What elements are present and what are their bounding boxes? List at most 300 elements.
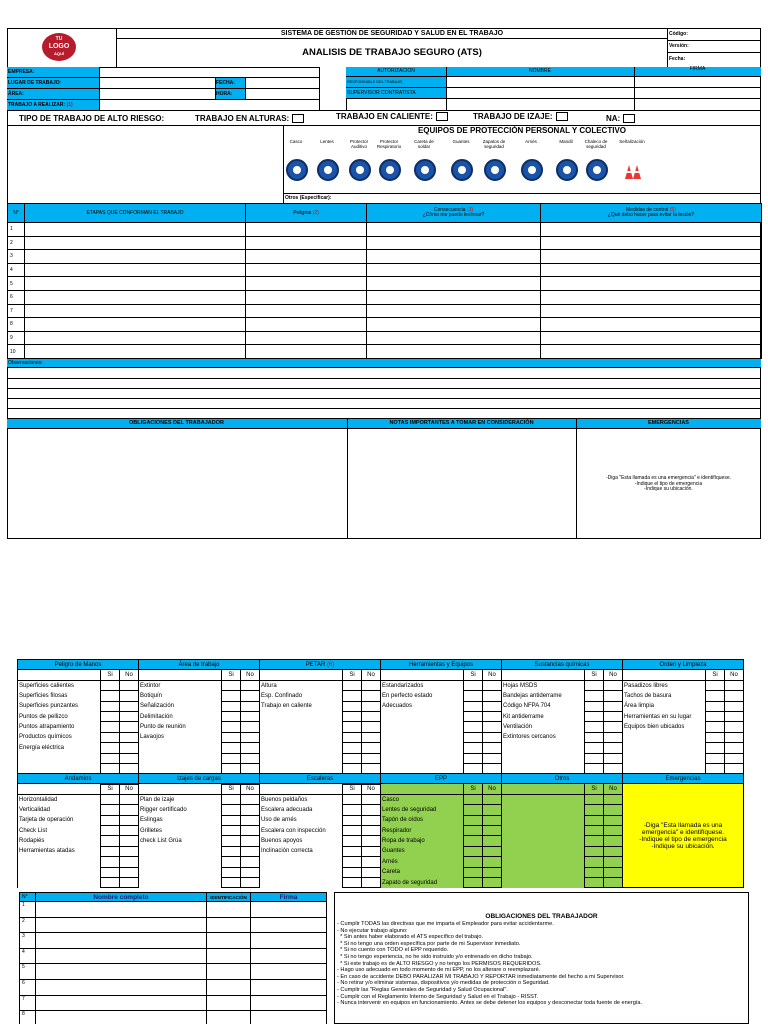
no-checkbox[interactable] xyxy=(362,805,381,815)
si-checkbox[interactable] xyxy=(222,711,241,721)
no-checkbox[interactable] xyxy=(362,857,381,867)
consecuencia-cell[interactable] xyxy=(367,331,541,345)
personal-row xyxy=(20,933,327,949)
no-checkbox[interactable] xyxy=(483,732,502,742)
si-checkbox[interactable] xyxy=(585,836,604,846)
no-checkbox[interactable] xyxy=(725,743,744,753)
identificacion-cell[interactable] xyxy=(207,979,251,995)
si-checkbox[interactable] xyxy=(101,680,120,690)
no-checkbox[interactable] xyxy=(120,857,139,867)
checklist-top-5 xyxy=(622,659,744,785)
na-checkbox[interactable] xyxy=(623,114,635,123)
etapa-cell[interactable] xyxy=(25,263,246,277)
nombre-cell[interactable] xyxy=(36,995,207,1011)
no-checkbox[interactable] xyxy=(604,743,623,753)
si-checkbox[interactable] xyxy=(222,680,241,690)
si-checkbox[interactable] xyxy=(222,846,241,856)
no-checkbox[interactable] xyxy=(241,732,260,742)
consecuencia-cell[interactable] xyxy=(367,318,541,332)
firma-cell[interactable] xyxy=(251,1011,327,1024)
si-checkbox[interactable] xyxy=(343,743,362,753)
medida-cell[interactable] xyxy=(541,318,762,332)
si-checkbox[interactable] xyxy=(585,805,604,815)
si-checkbox[interactable] xyxy=(343,825,362,835)
no-checkbox[interactable] xyxy=(483,680,502,690)
no-checkbox[interactable] xyxy=(604,836,623,846)
medida-cell[interactable] xyxy=(541,263,762,277)
si-checkbox[interactable] xyxy=(101,722,120,732)
no-checkbox[interactable] xyxy=(362,815,381,825)
si-checkbox[interactable] xyxy=(585,815,604,825)
observaciones-line[interactable] xyxy=(7,389,761,399)
si-checkbox[interactable] xyxy=(706,732,725,742)
info-line-1 xyxy=(7,77,319,78)
si-checkbox[interactable] xyxy=(585,711,604,721)
si-checkbox[interactable] xyxy=(585,825,604,835)
no-checkbox[interactable] xyxy=(241,857,260,867)
no-checkbox[interactable] xyxy=(241,846,260,856)
na-option[interactable]: NA: xyxy=(606,114,635,123)
obligacion-line: - Hago uso adecuado en todo momento de mi EPP, no los alterare o reemplazaré. xyxy=(337,967,541,974)
si-checkbox[interactable] xyxy=(101,711,120,721)
no-checkbox[interactable] xyxy=(483,867,502,877)
nombre-header: NOMBRE xyxy=(446,67,634,76)
si-checkbox[interactable] xyxy=(343,680,362,690)
si-checkbox[interactable] xyxy=(343,711,362,721)
no-checkbox[interactable] xyxy=(483,836,502,846)
firma-cell[interactable] xyxy=(251,995,327,1011)
si-checkbox[interactable] xyxy=(222,691,241,701)
no-checkbox[interactable] xyxy=(362,743,381,753)
no-checkbox[interactable] xyxy=(483,722,502,732)
si-checkbox[interactable] xyxy=(585,867,604,877)
si-checkbox[interactable] xyxy=(222,794,241,804)
checklist-bottom-0 xyxy=(17,773,139,888)
etapa-row-number: 4 xyxy=(8,263,25,277)
consecuencia-cell[interactable] xyxy=(367,290,541,304)
no-checkbox[interactable] xyxy=(483,753,502,763)
no-checkbox[interactable] xyxy=(241,753,260,763)
si-checkbox[interactable] xyxy=(706,711,725,721)
no-checkbox[interactable] xyxy=(483,691,502,701)
medida-cell[interactable] xyxy=(541,250,762,264)
no-checkbox[interactable] xyxy=(362,877,381,887)
no-checkbox[interactable] xyxy=(483,857,502,867)
checklist-item: Equipos bien ubicados xyxy=(623,722,706,732)
checklist-item: Extintor xyxy=(139,680,222,690)
si-checkbox[interactable] xyxy=(464,836,483,846)
si-checkbox[interactable] xyxy=(222,857,241,867)
no-checkbox[interactable] xyxy=(362,867,381,877)
nombre-cell[interactable] xyxy=(36,979,207,995)
no-checkbox[interactable] xyxy=(120,753,139,763)
caliente-option[interactable]: TRABAJO EN CALIENTE: xyxy=(336,112,448,121)
firma-cell[interactable] xyxy=(251,964,327,980)
no-checkbox[interactable] xyxy=(604,815,623,825)
medida-cell[interactable] xyxy=(541,345,762,359)
no-checkbox[interactable] xyxy=(241,743,260,753)
no-header: No xyxy=(725,670,744,680)
si-checkbox[interactable] xyxy=(101,815,120,825)
no-checkbox[interactable] xyxy=(241,711,260,721)
si-checkbox[interactable] xyxy=(101,743,120,753)
si-checkbox[interactable] xyxy=(585,877,604,887)
si-checkbox[interactable] xyxy=(464,846,483,856)
no-checkbox[interactable] xyxy=(241,794,260,804)
codigo-label: Código: xyxy=(669,31,688,37)
si-checkbox[interactable] xyxy=(706,743,725,753)
no-checkbox[interactable] xyxy=(604,722,623,732)
no-checkbox[interactable] xyxy=(604,794,623,804)
medida-cell[interactable] xyxy=(541,290,762,304)
si-checkbox[interactable] xyxy=(222,825,241,835)
medidas-header: Medidas de control (5) ¿Qué debo hacer para evitar la lesión? xyxy=(541,204,762,223)
si-checkbox[interactable] xyxy=(222,722,241,732)
medida-cell[interactable] xyxy=(541,277,762,291)
nombre-cell[interactable] xyxy=(36,948,207,964)
si-checkbox[interactable] xyxy=(222,753,241,763)
tipo-trabajo-row: TIPO DE TRABAJO DE ALTO RIESGO: xyxy=(19,114,165,123)
no-checkbox[interactable] xyxy=(120,691,139,701)
si-checkbox[interactable] xyxy=(222,877,241,887)
no-checkbox[interactable] xyxy=(725,711,744,721)
si-checkbox[interactable] xyxy=(101,846,120,856)
alturas-checkbox[interactable] xyxy=(292,114,304,123)
identificacion-cell[interactable] xyxy=(207,917,251,933)
si-checkbox[interactable] xyxy=(343,701,362,711)
si-checkbox[interactable] xyxy=(464,877,483,887)
identificacion-cell[interactable] xyxy=(207,995,251,1011)
si-checkbox[interactable] xyxy=(222,805,241,815)
no-checkbox[interactable] xyxy=(120,846,139,856)
si-checkbox[interactable] xyxy=(343,846,362,856)
no-checkbox[interactable] xyxy=(241,701,260,711)
si-checkbox[interactable] xyxy=(101,691,120,701)
si-checkbox[interactable] xyxy=(706,722,725,732)
no-header: No xyxy=(120,784,139,794)
si-checkbox[interactable] xyxy=(343,732,362,742)
no-checkbox[interactable] xyxy=(120,815,139,825)
checklist-item: Herramientas atadas xyxy=(18,846,101,856)
si-checkbox[interactable] xyxy=(585,732,604,742)
no-checkbox[interactable] xyxy=(362,846,381,856)
no-checkbox[interactable] xyxy=(120,680,139,690)
si-checkbox[interactable] xyxy=(343,722,362,732)
no-checkbox[interactable] xyxy=(120,711,139,721)
no-checkbox[interactable] xyxy=(483,815,502,825)
etapa-cell[interactable] xyxy=(25,290,246,304)
peligro-cell[interactable] xyxy=(246,318,367,332)
no-checkbox[interactable] xyxy=(362,794,381,804)
no-checkbox[interactable] xyxy=(483,794,502,804)
no-checkbox[interactable] xyxy=(725,691,744,701)
medida-cell[interactable] xyxy=(541,236,762,250)
si-checkbox[interactable] xyxy=(464,711,483,721)
peligro-cell[interactable] xyxy=(246,331,367,345)
checklist-item: Superficies filosas xyxy=(18,691,101,701)
si-checkbox[interactable] xyxy=(343,805,362,815)
no-checkbox[interactable] xyxy=(725,722,744,732)
checklist-title: Otros xyxy=(502,774,623,784)
nombre-cell[interactable] xyxy=(36,964,207,980)
medida-cell[interactable] xyxy=(541,331,762,345)
no-checkbox[interactable] xyxy=(604,857,623,867)
no-checkbox[interactable] xyxy=(241,825,260,835)
no-checkbox[interactable] xyxy=(120,836,139,846)
si-checkbox[interactable] xyxy=(101,701,120,711)
no-checkbox[interactable] xyxy=(241,815,260,825)
etapa-cell[interactable] xyxy=(25,250,246,264)
si-checkbox[interactable] xyxy=(706,680,725,690)
etapa-cell[interactable] xyxy=(25,236,246,250)
izaje-option[interactable]: TRABAJO DE IZAJE: xyxy=(473,112,568,121)
peligro-cell[interactable] xyxy=(246,304,367,318)
si-checkbox[interactable] xyxy=(464,753,483,763)
si-checkbox[interactable] xyxy=(343,867,362,877)
peligro-cell[interactable] xyxy=(246,277,367,291)
consecuencia-cell[interactable] xyxy=(367,236,541,250)
si-checkbox[interactable] xyxy=(343,836,362,846)
peligro-cell[interactable] xyxy=(246,250,367,264)
etapa-cell[interactable] xyxy=(25,304,246,318)
si-checkbox[interactable] xyxy=(464,691,483,701)
no-checkbox[interactable] xyxy=(604,805,623,815)
observaciones-line[interactable] xyxy=(7,369,761,379)
si-checkbox[interactable] xyxy=(585,691,604,701)
obligacion-line: - No retirar y/o eliminar sistemas, dispositivos y/o medidas de protección o Seguridad. xyxy=(337,980,550,987)
no-checkbox[interactable] xyxy=(604,711,623,721)
no-checkbox[interactable] xyxy=(120,722,139,732)
si-checkbox[interactable] xyxy=(343,691,362,701)
no-header: No xyxy=(241,670,260,680)
empresa-field[interactable] xyxy=(99,67,319,77)
epp-icon-3 xyxy=(379,159,401,181)
no-checkbox[interactable] xyxy=(483,701,502,711)
lugar-label: LUGAR DE TRABAJO: xyxy=(7,78,99,88)
si-checkbox[interactable] xyxy=(464,805,483,815)
peligro-cell[interactable] xyxy=(246,223,367,237)
autorizacion-header: AUTORIZACION xyxy=(346,67,446,76)
si-checkbox[interactable] xyxy=(343,794,362,804)
no-checkbox[interactable] xyxy=(241,877,260,887)
no-checkbox[interactable] xyxy=(120,794,139,804)
si-checkbox[interactable] xyxy=(222,743,241,753)
checklist-item xyxy=(502,825,585,835)
si-checkbox[interactable] xyxy=(101,753,120,763)
caliente-checkbox[interactable] xyxy=(436,112,448,121)
no-checkbox[interactable] xyxy=(604,753,623,763)
identificacion-cell[interactable] xyxy=(207,902,251,918)
no-checkbox[interactable] xyxy=(725,680,744,690)
si-checkbox[interactable] xyxy=(706,701,725,711)
medida-cell[interactable] xyxy=(541,223,762,237)
si-checkbox[interactable] xyxy=(101,836,120,846)
si-checkbox[interactable] xyxy=(464,743,483,753)
si-checkbox[interactable] xyxy=(343,815,362,825)
no-checkbox[interactable] xyxy=(483,846,502,856)
observaciones-line[interactable] xyxy=(7,379,761,389)
nombre-cell[interactable] xyxy=(36,1011,207,1024)
consecuencia-cell[interactable] xyxy=(367,277,541,291)
firma-cell[interactable] xyxy=(251,902,327,918)
si-checkbox[interactable] xyxy=(706,753,725,763)
si-checkbox[interactable] xyxy=(464,732,483,742)
no-checkbox[interactable] xyxy=(362,732,381,742)
si-checkbox[interactable] xyxy=(464,680,483,690)
no-checkbox[interactable] xyxy=(120,867,139,877)
si-checkbox[interactable] xyxy=(585,701,604,711)
si-checkbox[interactable] xyxy=(585,857,604,867)
no-checkbox[interactable] xyxy=(362,680,381,690)
checklist-bottom-3 xyxy=(380,773,502,888)
si-checkbox[interactable] xyxy=(585,680,604,690)
no-checkbox[interactable] xyxy=(120,805,139,815)
no-checkbox[interactable] xyxy=(604,846,623,856)
no-checkbox[interactable] xyxy=(725,753,744,763)
si-checkbox[interactable] xyxy=(222,701,241,711)
epp-label-2: Protector Auditivo xyxy=(349,139,369,149)
si-checkbox[interactable] xyxy=(222,732,241,742)
no-checkbox[interactable] xyxy=(483,711,502,721)
no-checkbox[interactable] xyxy=(604,867,623,877)
si-checkbox[interactable] xyxy=(343,877,362,887)
si-checkbox[interactable] xyxy=(585,743,604,753)
si-checkbox[interactable] xyxy=(464,722,483,732)
no-checkbox[interactable] xyxy=(604,732,623,742)
si-checkbox[interactable] xyxy=(101,877,120,887)
identificacion-cell[interactable] xyxy=(207,964,251,980)
firma-cell[interactable] xyxy=(251,979,327,995)
si-checkbox[interactable] xyxy=(464,701,483,711)
si-checkbox[interactable] xyxy=(101,805,120,815)
no-checkbox[interactable] xyxy=(362,825,381,835)
si-checkbox[interactable] xyxy=(343,753,362,763)
no-checkbox[interactable] xyxy=(241,805,260,815)
si-checkbox[interactable] xyxy=(101,794,120,804)
nombre-cell[interactable] xyxy=(36,917,207,933)
personal-row-number: 4 xyxy=(20,948,36,964)
nombre-cell[interactable] xyxy=(36,902,207,918)
no-checkbox[interactable] xyxy=(241,722,260,732)
consecuencia-cell[interactable] xyxy=(367,304,541,318)
checklist-bottom-4 xyxy=(501,773,623,888)
peligro-cell[interactable] xyxy=(246,290,367,304)
si-checkbox[interactable] xyxy=(101,825,120,835)
consecuencia-cell[interactable] xyxy=(367,223,541,237)
etapa-cell[interactable] xyxy=(25,277,246,291)
firma-cell[interactable] xyxy=(251,917,327,933)
observaciones-line[interactable] xyxy=(7,399,761,409)
firma-cell[interactable] xyxy=(251,933,327,949)
no-checkbox[interactable] xyxy=(362,753,381,763)
no-checkbox[interactable] xyxy=(241,691,260,701)
si-checkbox[interactable] xyxy=(585,722,604,732)
si-checkbox[interactable] xyxy=(101,732,120,742)
checklist-item xyxy=(381,753,464,763)
no-checkbox[interactable] xyxy=(725,701,744,711)
no-checkbox[interactable] xyxy=(241,836,260,846)
no-checkbox[interactable] xyxy=(604,825,623,835)
si-checkbox[interactable] xyxy=(585,794,604,804)
etapa-cell[interactable] xyxy=(25,345,246,359)
no-checkbox[interactable] xyxy=(362,711,381,721)
identificacion-cell[interactable] xyxy=(207,933,251,949)
no-checkbox[interactable] xyxy=(241,680,260,690)
no-checkbox[interactable] xyxy=(362,722,381,732)
no-checkbox[interactable] xyxy=(120,825,139,835)
no-checkbox[interactable] xyxy=(120,877,139,887)
checklist-item xyxy=(18,857,101,867)
si-checkbox[interactable] xyxy=(101,857,120,867)
identificacion-cell[interactable] xyxy=(207,1011,251,1024)
consecuencia-cell[interactable] xyxy=(367,345,541,359)
no-checkbox[interactable] xyxy=(362,691,381,701)
si-checkbox[interactable] xyxy=(222,815,241,825)
identificacion-cell[interactable] xyxy=(207,948,251,964)
si-checkbox[interactable] xyxy=(343,857,362,867)
si-checkbox[interactable] xyxy=(464,825,483,835)
no-checkbox[interactable] xyxy=(120,701,139,711)
no-checkbox[interactable] xyxy=(483,743,502,753)
personal-row-number: 6 xyxy=(20,979,36,995)
si-checkbox[interactable] xyxy=(222,836,241,846)
no-checkbox[interactable] xyxy=(604,680,623,690)
etapa-cell[interactable] xyxy=(25,331,246,345)
no-checkbox[interactable] xyxy=(120,743,139,753)
no-checkbox[interactable] xyxy=(120,732,139,742)
obligacion-line: * Si no tengo experiencia, no he sido instruido y/o entrenado en dicho trabajo. xyxy=(337,953,533,960)
no-checkbox[interactable] xyxy=(362,836,381,846)
si-header: Si xyxy=(585,670,604,680)
si-checkbox[interactable] xyxy=(464,867,483,877)
medida-cell[interactable] xyxy=(541,304,762,318)
si-checkbox[interactable] xyxy=(101,867,120,877)
izaje-checkbox[interactable] xyxy=(556,112,568,121)
no-checkbox[interactable] xyxy=(604,877,623,887)
si-checkbox[interactable] xyxy=(585,846,604,856)
checklist-title: Herramientas y Equipos xyxy=(381,660,502,670)
no-checkbox[interactable] xyxy=(483,877,502,887)
no-checkbox[interactable] xyxy=(483,825,502,835)
no-checkbox[interactable] xyxy=(604,701,623,711)
firma-cell[interactable] xyxy=(251,948,327,964)
peligro-cell[interactable] xyxy=(246,263,367,277)
no-checkbox[interactable] xyxy=(362,701,381,711)
no-checkbox[interactable] xyxy=(604,691,623,701)
personal-row-number: 3 xyxy=(20,933,36,949)
peligro-cell[interactable] xyxy=(246,345,367,359)
si-checkbox[interactable] xyxy=(464,794,483,804)
epp-label-0: Casco xyxy=(289,139,303,144)
si-checkbox[interactable] xyxy=(585,753,604,763)
no-checkbox[interactable] xyxy=(483,805,502,815)
alturas-option[interactable]: TRABAJO EN ALTURAS: xyxy=(195,114,304,123)
etapa-cell[interactable] xyxy=(25,223,246,237)
etapa-cell[interactable] xyxy=(25,318,246,332)
si-checkbox[interactable] xyxy=(706,691,725,701)
consecuencia-cell[interactable] xyxy=(367,263,541,277)
si-checkbox[interactable] xyxy=(222,867,241,877)
checklist-item: Buenos peldaños xyxy=(260,794,343,804)
no-checkbox[interactable] xyxy=(725,732,744,742)
peligro-cell[interactable] xyxy=(246,236,367,250)
no-checkbox[interactable] xyxy=(241,867,260,877)
si-checkbox[interactable] xyxy=(464,857,483,867)
consecuencia-cell[interactable] xyxy=(367,250,541,264)
nombre-cell[interactable] xyxy=(36,933,207,949)
si-checkbox[interactable] xyxy=(464,815,483,825)
checklist-item: Extintores cercanos xyxy=(502,732,585,742)
